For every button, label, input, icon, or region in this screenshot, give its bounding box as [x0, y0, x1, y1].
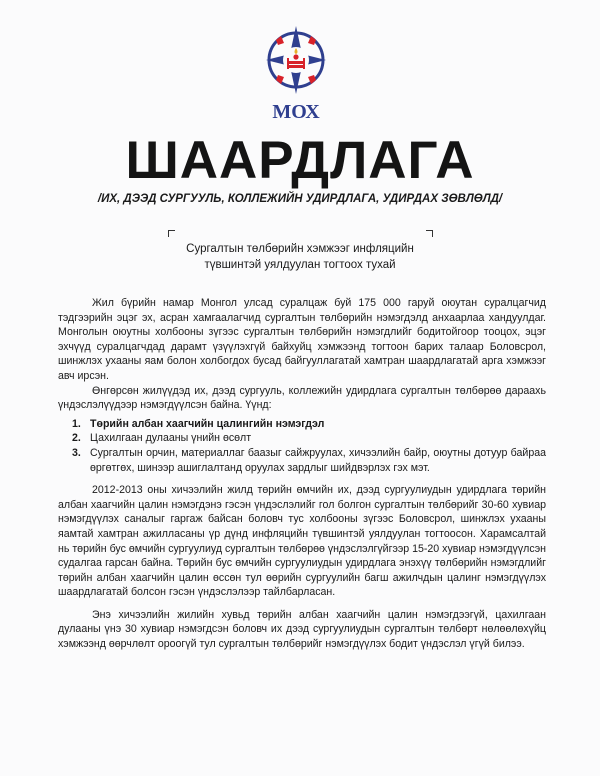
- corner-mark-left: [168, 230, 175, 237]
- paragraph-2: Өнгөрсөн жилүүдэд их, дээд сургууль, коллежийн удирдлага сургалтын төлбөрөө дараахь үндэслэлүүдээр нэмэгдүүлсэн байна. Үүнд:: [58, 384, 546, 412]
- reasons-list: [58, 417, 546, 475]
- soyombo-emblem-icon: [264, 24, 328, 98]
- paragraph-1: Жил бүрийн намар Монгол улсад суралцаж буй 175 000 гаруй оюутан суралцагчид тэдгээрийн эцэг эх, асран хамгаалагчид сургалтын төлбөрийн нэмэгдэлд анхаарлаа хандуулдаг. Монголын оюутны холбооны зүгээс сургалтын төлбөрийн нэмэгдлийг бодитойгоор тооцох, эцэг эхчүүд суралцагчдад дарамт үзүүлэхгүй байхуйц хэмжээнд тогтоон барих талаар Боловсрол, шинжлэх ухааны яам болон холбогдох бусад байгууллагатай хамтран шаардлагатай арга хэмжээг авч ирсэн.: [58, 297, 546, 382]
- topic-line-1: Сургалтын төлбөрийн хэмжээг инфляцийн: [186, 243, 414, 255]
- document-body: [58, 296, 546, 652]
- corner-mark-right: [426, 230, 433, 237]
- list-text: Сургалтын орчин, материаллаг баазыг сайжруулах, хичээлийн байр, оюутны дотуур байраа өргөтгөх, шинээр ашиглалтанд оруулах зардлыг шийдвэрлэх гэх мэт.: [90, 446, 546, 474]
- list-item: [58, 431, 546, 446]
- paragraph-4: Энэ хичээлийн жилийн хувьд төрийн албан хаагчийн цалин нэмэгдээгүй, цахилгаан дулааны үнэ 30 хувиар нэмэгдсэн боловч их дээд сургуулиудын сургалтын төлбөрт нөлөөлөхүйц хэмжээнд өөрчлөлт ороогүй тул сургалтын төлбөрийг нэмэгдүүлэх бодит үндэслэл үгүй билээ.: [58, 608, 546, 651]
- document-title: ШААРДЛАГА: [125, 131, 475, 190]
- topic-line-2: түвшинтэй уялдуулан тогтоох тухай: [204, 259, 396, 271]
- list-item: [58, 417, 546, 432]
- paragraph-3: 2012-2013 оны хичээлийн жилд төрийн өмчийн их, дээд сургуулиудын удирдлага төрийн албан хаагчийн цалин нэмэгдэнэ гэсэн үндэслэлийг гол болгон сургалтын төлбөрийг 30-60 хувиар нэмэгдүүлэх саналыг гаргаж байсан боловч тус холбооны зүгээс Боловсрол, шинжлэх ухааны яамтай хамтран ажилласаны үр дүнд инфляцийн түвшинтэй уялдуулан тогтоосон. Харамсалтай нь төрийн бус өмчийн сургуулиуд сургалтын төлбөрөө үндэслэлгүйгээр 15-20 хувиар нэмэгдүүлсэн судалгаа гарсан байна. Төрийн бус өмчийн сургуулиудын удирдлага энэхүү төлбөрийн нэмэгдлийг төрийн албан хаагчийн цалин өссөн тул өөрийн сургуулийн багш ажилчдын цалинг нэмэгдүүлэх шаардлагатай болсон гэсэн үндэслэлээр тайлбарласан.: [58, 484, 546, 599]
- list-text: Цахилгаан дулааны үнийн өсөлт: [90, 432, 252, 445]
- list-item: [58, 446, 546, 475]
- list-text: Төрийн албан хаагчийн цалингийн нэмэгдэл: [90, 417, 325, 430]
- list-number: 1.: [72, 417, 81, 430]
- list-number: 3.: [72, 446, 81, 459]
- logo-text: МОХ: [272, 101, 320, 123]
- list-number: 2.: [72, 432, 81, 445]
- document-addressee: /ИХ, ДЭЭД СУРГУУЛЬ, КОЛЛЕЖИЙН УДИРДЛАГА, УДИРДАХ ЗӨВЛӨЛД/: [97, 193, 503, 205]
- document-topic: [0, 241, 600, 273]
- moh-logo: [258, 24, 334, 124]
